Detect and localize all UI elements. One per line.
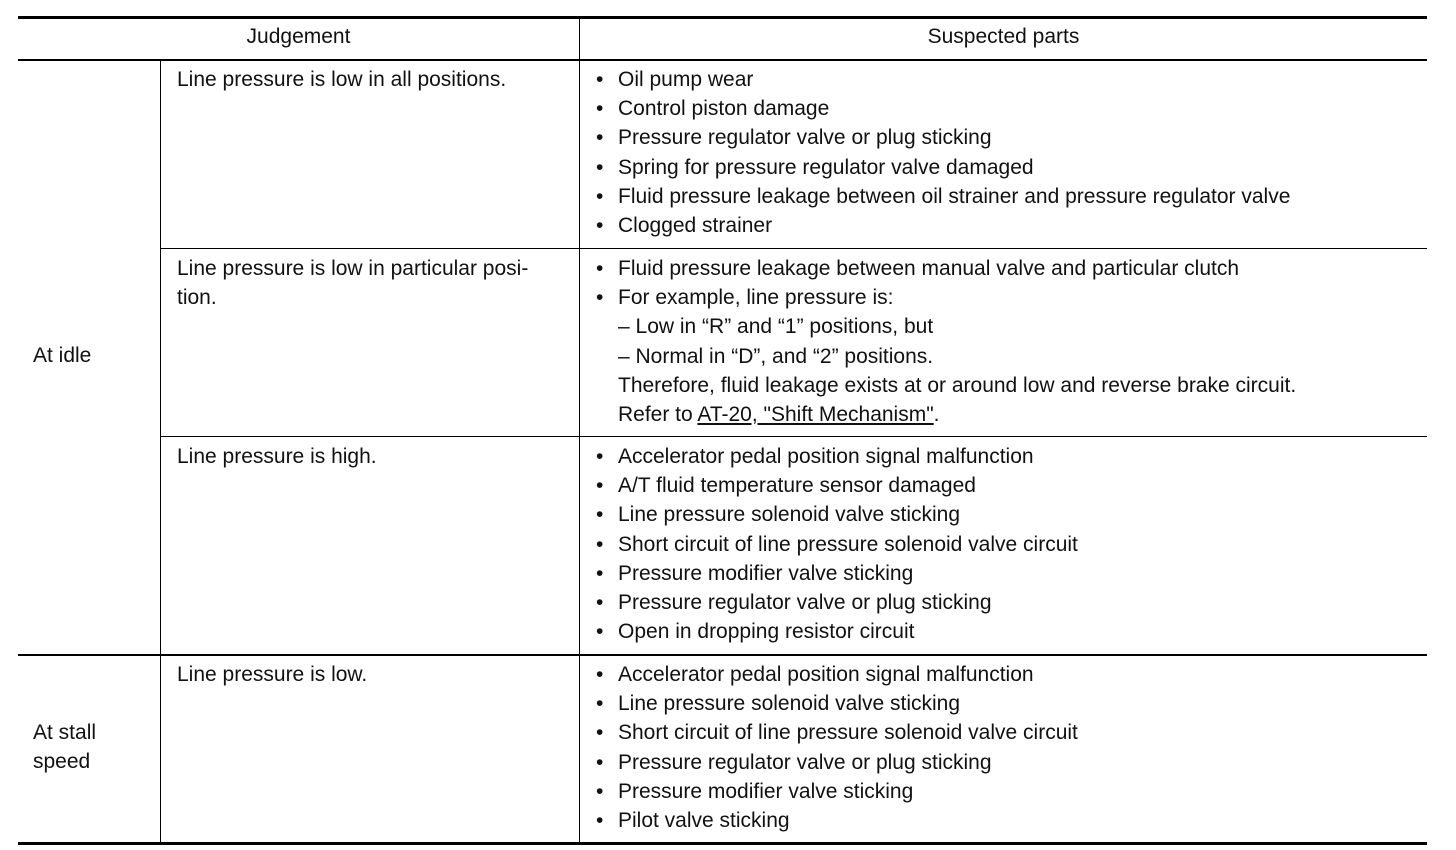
list-item: • Control piston damage: [596, 97, 830, 121]
judgement-cell: [177, 254, 528, 312]
list-item: • Short circuit of line pressure solenoid valve circuit: [596, 721, 1078, 745]
group-rule: [18, 654, 1427, 656]
list-item: • Oil pump wear: [596, 68, 754, 91]
header-bottom-rule: [18, 59, 1427, 61]
list-item: • Accelerator pedal position signal malfunction: [596, 663, 1034, 686]
suspected-parts-list: [594, 65, 1290, 240]
judgement-line: tion.: [177, 286, 217, 310]
list-item: • Line pressure solenoid valve sticking: [596, 692, 961, 716]
list-item: • Spring for pressure regulator valve damaged: [596, 155, 1034, 179]
list-item: • Fluid pressure leakage between manual valve and particular clutch: [596, 257, 1240, 280]
column-divider: [579, 18, 580, 843]
list-item: • Pressure regulator valve or plug sticking: [596, 126, 992, 150]
list-item: • Fluid pressure leakage between oil strainer and pressure regulator valve: [596, 184, 1291, 208]
shift-mechanism-link[interactable]: AT-20, "Shift Mechanism": [697, 402, 934, 426]
group-label-stall: At stall speed: [33, 721, 97, 774]
suspected-parts-list: [594, 254, 1296, 429]
list-item: • Line pressure solenoid valve sticking: [596, 503, 961, 527]
list-subline: – Normal in “D”, and “2” positions.: [618, 344, 934, 368]
judgement-cell: Line pressure is low.: [177, 663, 368, 686]
list-item: • Pressure modifier valve sticking: [596, 779, 914, 803]
header-suspected-parts: Suspected parts: [927, 25, 1080, 48]
list-item: • Pressure modifier valve sticking: [596, 561, 914, 585]
suspected-parts-list: [594, 442, 1078, 646]
suspected-parts-list: [594, 660, 1078, 835]
list-item: • Accelerator pedal position signal malfunction: [596, 445, 1034, 468]
list-subline: – Low in “R” and “1” positions, but: [618, 315, 934, 339]
column-divider: [160, 60, 161, 843]
list-item: • Pressure regulator valve or plug sticking: [596, 590, 992, 614]
group-label-idle: At idle: [33, 344, 92, 367]
row-rule: [160, 436, 1427, 437]
list-item: • Clogged strainer: [596, 213, 773, 237]
table-top-rule: [18, 16, 1427, 19]
header-judgement: Judgement: [246, 25, 351, 48]
list-item: • Pilot valve sticking: [596, 808, 790, 832]
list-item: • Short circuit of line pressure solenoid valve circuit: [596, 532, 1078, 556]
list-subline: Therefore, fluid leakage exists at or around low and reverse brake circuit.: [618, 373, 1297, 397]
judgement-line: Line pressure is low in particular posi-: [177, 257, 529, 280]
refer-line: Refer to AT-20, "Shift Mechanism".: [618, 402, 940, 426]
row-rule: [160, 248, 1427, 249]
table-bottom-rule: [18, 842, 1427, 845]
list-item: • Open in dropping resistor circuit: [596, 620, 915, 644]
judgement-cell: Line pressure is high.: [177, 445, 377, 468]
list-item: • A/T fluid temperature sensor damaged: [596, 474, 976, 498]
judgement-cell: Line pressure is low in all positions.: [177, 68, 507, 91]
list-item: • For example, line pressure is:: [596, 286, 894, 310]
list-item: • Pressure regulator valve or plug sticking: [596, 750, 992, 774]
